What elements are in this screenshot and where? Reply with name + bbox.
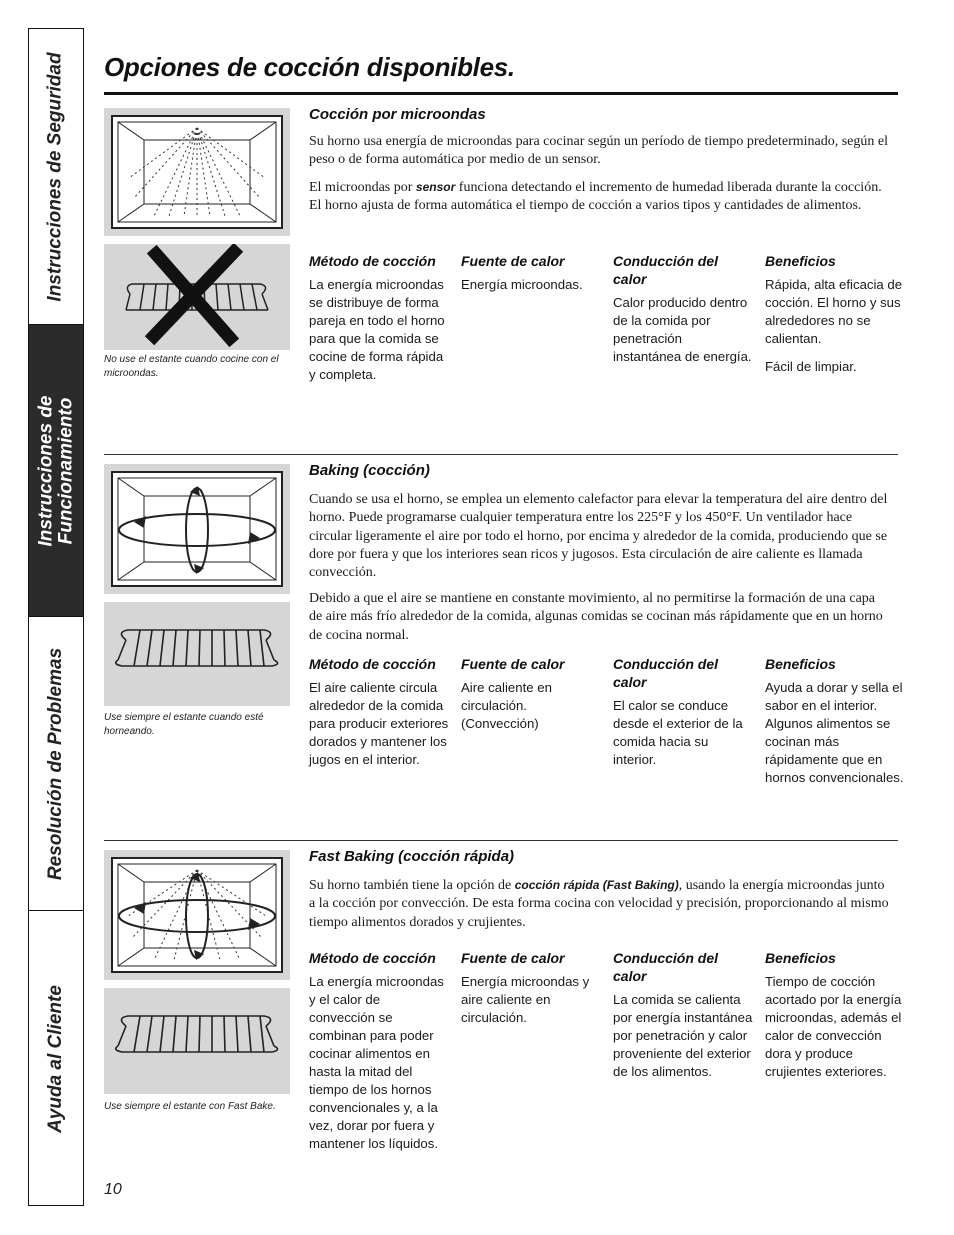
column-fuente	[461, 949, 601, 1027]
section-heading-fast-baking: Fast Baking (cocción rápida)	[309, 848, 515, 865]
column-text: La energía microondas se distribuye de forma pareja en todo el horno para que la comida se cocine de forma rápida y completa.	[309, 277, 445, 382]
column-text: Calor producido dentro de la comida por penetración instantánea de energía.	[613, 295, 752, 364]
oven-rack-illustration	[104, 602, 290, 706]
column-heading: Beneficios	[765, 253, 836, 269]
column-fuente	[461, 252, 601, 294]
microwave-oven-illustration	[104, 108, 290, 236]
figure-caption: Use siempre el estante cuando esté horneando.	[104, 712, 264, 737]
column-heading: Método de cocción	[309, 253, 436, 269]
tab-label: Instrucciones de Seguridad	[45, 51, 67, 302]
column-heading: Conducción del calor	[613, 950, 718, 984]
column-text: Tiempo de cocción acortado por la energía microondas, además el calor de convección dora y produce crujientes exteriores.	[765, 974, 902, 1079]
column-text: La comida se calienta por energía instantánea por penetración y calor proveniente del exterior de los alimentos.	[613, 992, 753, 1079]
column-metodo	[309, 252, 449, 384]
column-text: El calor se conduce desde el exterior de la comida hacia su interior.	[613, 698, 743, 767]
column-beneficios	[765, 655, 905, 787]
figure-caption: No use el estante cuando cocine con el microondas.	[104, 354, 279, 379]
page-title: Opciones de cocción disponibles.	[104, 52, 515, 82]
text-run: Su horno también tiene la opción de	[309, 878, 515, 893]
convection-oven-illustration	[104, 464, 290, 594]
column-text: El aire caliente circula alrededor de la comida para producir exteriores dorados y mantener los jugos en el interior.	[309, 680, 449, 767]
text-run: , usando la energía microondas junto a la cocción por convección. De esta forma cocina con velocidad y precisión, proporcionando al mismo tiempo alimentos dorados y crujientes.	[309, 878, 889, 930]
column-heading: Beneficios	[765, 656, 836, 672]
title-rule	[104, 92, 898, 95]
section-heading-baking: Baking (cocción)	[309, 462, 430, 479]
page-number: 10	[104, 1181, 122, 1198]
column-fuente	[461, 655, 601, 733]
tab-instrucciones-funcionamiento[interactable]	[29, 325, 83, 617]
column-metodo	[309, 949, 449, 1153]
column-text: Energía microondas.	[461, 277, 583, 292]
paragraph: Cuando se usa el horno, se emplea un elemento calefactor para elevar la temperatura del aire dentro del horno. Puede programarse cualquier temperatura entre los 225°F y los 450°F. Un ventilador hace circular ligeramente el aire por todo el horno, por encima y alrededor de la comida, produciendo que se dore por fuera y que los interiores sean ricos y jugosos. Esta circulación de aire caliente es llamada convección.	[309, 492, 888, 581]
section-divider	[104, 840, 898, 841]
text-run: El microondas por	[309, 180, 416, 195]
column-conduccion	[613, 252, 753, 366]
column-text: Energía microondas y aire caliente en circulación.	[461, 974, 590, 1025]
column-conduccion	[613, 655, 753, 769]
section-heading-microondas: Cocción por microondas	[309, 106, 486, 123]
column-heading: Conducción del calor	[613, 656, 718, 690]
paragraph-sensor	[309, 178, 891, 216]
column-heading: Fuente de calor	[461, 950, 565, 966]
column-text: Ayuda a dorar y sella el sabor en el interior. Algunos alimentos se cocinan más rápidamente que en hornos convencionales.	[765, 680, 904, 785]
tab-label-line: Funcionamiento	[55, 397, 76, 544]
paragraph-fast-baking	[309, 876, 891, 932]
column-beneficios	[765, 252, 905, 376]
tab-label: Resolución de Problemas	[45, 647, 67, 880]
emphasis-fast-baking: cocción rápida (Fast Baking)	[514, 878, 679, 892]
column-beneficios	[765, 949, 905, 1081]
column-heading: Beneficios	[765, 950, 836, 966]
tab-instrucciones-seguridad[interactable]	[29, 29, 83, 325]
column-heading: Conducción del calor	[613, 253, 718, 287]
section-divider	[104, 454, 898, 455]
column-heading: Fuente de calor	[461, 656, 565, 672]
emphasis-sensor: sensor	[415, 180, 456, 194]
paragraph: Su horno usa energía de microondas para cocinar según un período de tiempo predeterminado, según el peso o de forma automática por medio de un sensor.	[309, 134, 889, 168]
column-heading: Método de cocción	[309, 656, 436, 672]
tab-ayuda-cliente[interactable]	[29, 911, 83, 1207]
column-text: La energía microondas y el calor de convección se combinan para poder cocinar alimentos en hasta la mitad del tiempo de los hornos convencionales y, a la vez, dorar por fuera y mantener los líquidos.	[309, 974, 444, 1151]
tab-resolucion-problemas[interactable]	[29, 617, 83, 911]
tab-label-line: Instrucciones de	[35, 395, 56, 546]
sidebar-tabs	[28, 28, 84, 1206]
figure-caption: Use siempre el estante con Fast Bake.	[104, 1101, 276, 1112]
column-heading: Método de cocción	[309, 950, 436, 966]
rack-crossed-out-illustration	[104, 244, 290, 350]
text-run: funciona detectando el incremento de humedad liberada durante la cocción. El horno ajusta de forma automática el tiempo de cocción a varios tipos y cantidades de alimentos.	[309, 180, 882, 214]
tab-label	[36, 395, 76, 546]
column-text: Rápida, alta eficacia de cocción. El horno y sus alrededores no se calientan.	[765, 277, 903, 346]
column-text: Fácil de limpiar.	[765, 359, 857, 374]
fast-bake-oven-illustration	[104, 850, 290, 980]
column-conduccion	[613, 949, 753, 1081]
column-metodo	[309, 655, 449, 769]
column-text: Aire caliente en circulación. (Convección)	[461, 680, 552, 731]
paragraph: Debido a que el aire se mantiene en constante movimiento, al no permitirse la formación de una capa de aire más frío alrededor de la comida, algunas comidas se cocinan más rápidamente que en un horno de cocina normal.	[309, 591, 883, 643]
tab-label: Ayuda al Cliente	[45, 985, 67, 1133]
oven-rack-illustration	[104, 988, 290, 1094]
column-heading: Fuente de calor	[461, 253, 565, 269]
